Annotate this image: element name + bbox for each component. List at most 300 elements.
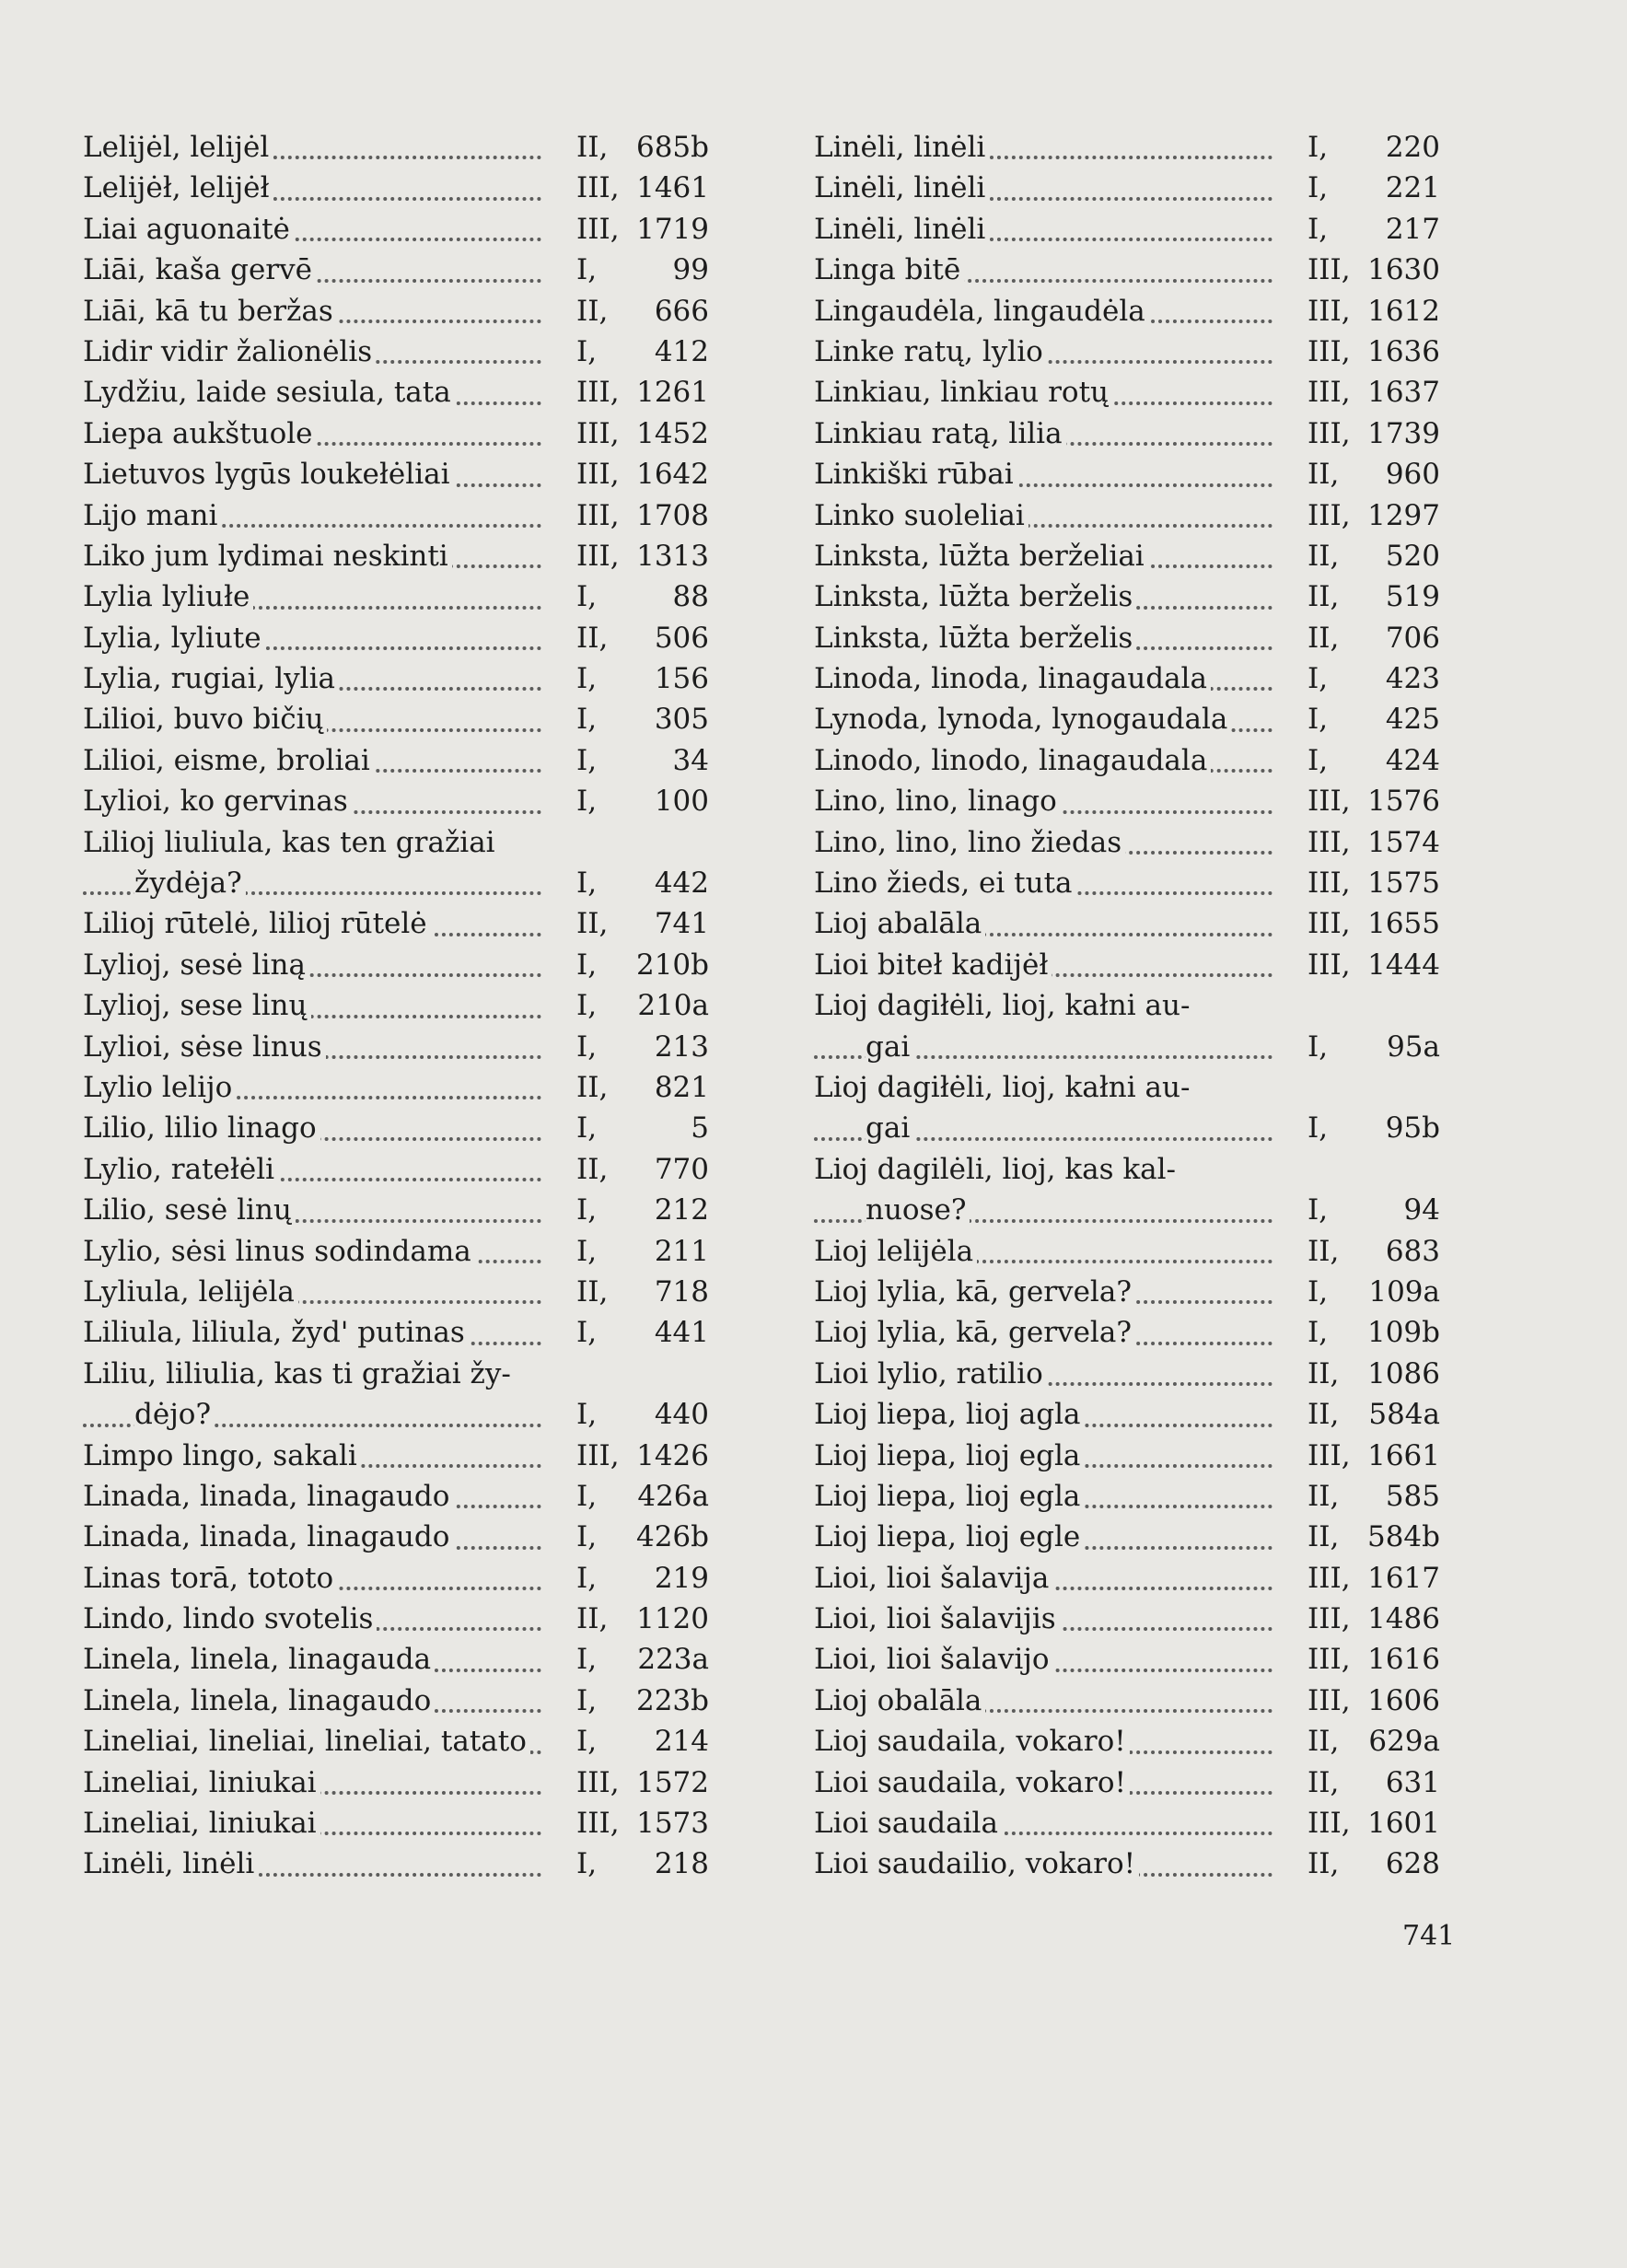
entry-line xyxy=(814,1312,1458,1353)
entry-line xyxy=(814,495,1458,536)
entry-number: 212 xyxy=(654,1193,709,1227)
entry-line xyxy=(814,1190,1458,1230)
index-entry xyxy=(83,1681,727,1721)
index-entry xyxy=(814,863,1458,903)
index-entry xyxy=(814,822,1458,863)
entry-line xyxy=(814,291,1458,331)
index-entry xyxy=(814,945,1458,985)
entry-volume: II, xyxy=(576,1274,609,1308)
index-entry xyxy=(83,168,727,208)
entry-line xyxy=(83,699,727,739)
entry-number: 683 xyxy=(1385,1234,1440,1268)
entry-number: 1616 xyxy=(1367,1643,1440,1677)
entry-line xyxy=(83,740,727,781)
entry-title: Lietuvos lygūs loukełėliai xyxy=(83,458,454,491)
entry-volume: I, xyxy=(1307,743,1329,777)
entry-volume: I, xyxy=(1307,1029,1329,1064)
entry-title: Liai aguonaitė xyxy=(83,213,294,246)
entry-number: 960 xyxy=(1385,458,1440,492)
index-entry xyxy=(814,1681,1458,1721)
entry-volume: I, xyxy=(576,334,598,368)
entry-line xyxy=(814,1681,1458,1721)
entry-line xyxy=(814,168,1458,208)
entry-number: 220 xyxy=(1385,131,1440,164)
index-entry xyxy=(83,454,727,494)
entry-title: Linėli, linėli xyxy=(814,171,989,204)
index-entry xyxy=(83,822,727,904)
entry-line xyxy=(83,1843,727,1884)
index-entry xyxy=(83,1517,727,1557)
entry-title: Lylioj, sesė liną xyxy=(83,948,309,982)
index-entry xyxy=(814,127,1458,168)
entry-title: Linada, linada, linagaudo xyxy=(83,1480,453,1513)
entry-title: Linksta, lūžta berželis xyxy=(814,580,1136,613)
entry-volume: II, xyxy=(576,907,609,941)
index-entry xyxy=(83,291,727,331)
entry-title: Lioj dagiłėli, lioj, kałni au- xyxy=(814,989,1193,1022)
entry-line xyxy=(83,1558,727,1599)
entry-volume: I, xyxy=(576,866,598,901)
entry-title: Linela, linela, linagaudo xyxy=(83,1684,435,1717)
index-entry xyxy=(83,1312,727,1353)
entry-volume: III, xyxy=(1307,1683,1351,1717)
entry-number: 1575 xyxy=(1367,866,1440,901)
entry-line xyxy=(83,1108,727,1148)
entry-title: Linėli, linėli xyxy=(83,1847,258,1880)
index-entry xyxy=(83,699,727,739)
entry-title: Lilioi, eisme, broliai xyxy=(83,744,374,777)
entry-line xyxy=(83,1681,727,1721)
entry-title: Lidir vidir žalionėlis xyxy=(83,335,376,368)
index-entry xyxy=(83,1762,727,1803)
index-entry xyxy=(83,945,727,985)
entry-line xyxy=(83,822,727,863)
entry-line xyxy=(83,1476,727,1517)
index-entry xyxy=(83,1803,727,1843)
entry-line xyxy=(814,1803,1458,1843)
entry-number: 1261 xyxy=(636,376,709,410)
entry-line xyxy=(814,1231,1458,1272)
entry-line xyxy=(814,903,1458,944)
entry-title: Liepa aukštuole xyxy=(83,417,317,450)
entry-line xyxy=(83,945,727,985)
entry-line xyxy=(83,576,727,617)
entry-line xyxy=(814,127,1458,168)
index-column-left xyxy=(83,127,727,1885)
index-entry xyxy=(814,291,1458,331)
entry-volume: I, xyxy=(576,948,598,982)
entry-number: 1086 xyxy=(1367,1356,1440,1390)
entry-title: Linkiški rūbai xyxy=(814,458,1017,491)
entry-number: 223a xyxy=(637,1643,709,1677)
entry-volume: III, xyxy=(576,458,620,492)
entry-line xyxy=(814,699,1458,739)
entry-line xyxy=(814,1108,1458,1148)
entry-line xyxy=(814,618,1458,658)
entry-volume: I, xyxy=(576,1316,598,1350)
entry-title: Lelijėł, lelijėł xyxy=(83,171,273,204)
entry-volume: II, xyxy=(1307,1479,1340,1513)
entry-number: 1452 xyxy=(636,416,709,450)
entry-line xyxy=(814,658,1458,699)
entry-volume: I, xyxy=(576,1725,598,1759)
entry-title: Lydžiu, laide sesiula, tata xyxy=(83,376,455,409)
entry-title: Lioi, lioi šalavijo xyxy=(814,1643,1053,1676)
entry-title: Lioi, lioi šalavija xyxy=(814,1562,1052,1595)
entry-title: Linke ratų, lylio xyxy=(814,335,1047,368)
entry-title: dėjo? xyxy=(134,1398,215,1431)
index-entry xyxy=(814,1436,1458,1476)
entry-title: žydėja? xyxy=(134,866,246,900)
index-entry xyxy=(814,1394,1458,1435)
entry-title: Lynoda, lynoda, lynogaudala xyxy=(814,703,1231,736)
entry-volume: II, xyxy=(1307,1765,1340,1799)
entry-number: 210a xyxy=(637,989,709,1023)
index-entry xyxy=(814,576,1458,617)
entry-volume: III, xyxy=(576,171,620,205)
entry-line xyxy=(814,331,1458,372)
index-entry xyxy=(83,658,727,699)
index-entry xyxy=(83,1272,727,1312)
entry-line xyxy=(83,250,727,290)
entry-number: 425 xyxy=(1385,703,1440,737)
entry-volume: I, xyxy=(576,1111,598,1146)
entry-title: Linksta, lūžta berželis xyxy=(814,622,1136,655)
index-entry xyxy=(814,740,1458,781)
entry-volume: II, xyxy=(1307,1234,1340,1268)
entry-line xyxy=(83,658,727,699)
entry-title: Lioi lylio, ratilio xyxy=(814,1357,1047,1390)
index-entry xyxy=(83,985,727,1026)
entry-line xyxy=(83,1436,727,1476)
index-entry xyxy=(814,1558,1458,1599)
entry-number: 95a xyxy=(1387,1029,1440,1064)
entry-number: 5 xyxy=(691,1111,709,1146)
entry-line xyxy=(814,985,1458,1026)
entry-title: Linela, linela, linagauda xyxy=(83,1643,435,1676)
entry-line xyxy=(814,1476,1458,1517)
entry-title: Lilioj liuliula, kas ten gražiai xyxy=(83,826,499,859)
entry-line xyxy=(814,1639,1458,1680)
index-entry xyxy=(83,413,727,454)
entry-line xyxy=(83,1599,727,1639)
entry-line xyxy=(83,1272,727,1312)
entry-volume: I, xyxy=(1307,703,1329,737)
entry-number: 219 xyxy=(654,1561,709,1595)
entry-line xyxy=(83,1762,727,1803)
entry-line xyxy=(83,127,727,168)
entry-volume: III, xyxy=(1307,825,1351,859)
index-entry xyxy=(814,618,1458,658)
entry-line xyxy=(814,1721,1458,1762)
entry-title: Liko jum lydimai neskinti xyxy=(83,540,452,573)
entry-line xyxy=(83,1067,727,1108)
entry-title: Lineliai, liniukai xyxy=(83,1807,320,1840)
entry-line xyxy=(814,454,1458,494)
entry-title: Lioj dagilėli, lioj, kas kal- xyxy=(814,1153,1180,1186)
entry-title: Liliula, liliula, žyd' putinas xyxy=(83,1316,469,1349)
index-entry xyxy=(814,658,1458,699)
entry-title: nuose? xyxy=(866,1193,970,1227)
entry-number: 718 xyxy=(654,1274,709,1308)
entry-number: 631 xyxy=(1385,1765,1440,1799)
entry-volume: II, xyxy=(576,1152,609,1186)
entry-line xyxy=(814,945,1458,985)
entry-number: 213 xyxy=(654,1029,709,1064)
index-entry xyxy=(83,1108,727,1148)
index-entry xyxy=(814,1639,1458,1680)
index-entry xyxy=(814,1354,1458,1394)
entry-number: 424 xyxy=(1385,743,1440,777)
entry-line xyxy=(814,822,1458,863)
page-number: 741 xyxy=(1402,1920,1456,1952)
index-entry xyxy=(814,1149,1458,1231)
entry-line xyxy=(83,1231,727,1272)
index-entry xyxy=(83,127,727,168)
entry-number: 1426 xyxy=(636,1438,709,1472)
index-entry xyxy=(814,903,1458,944)
entry-line xyxy=(83,985,727,1026)
entry-line xyxy=(814,1843,1458,1884)
entry-volume: I, xyxy=(1307,1316,1329,1350)
entry-line xyxy=(814,1027,1458,1067)
entry-line xyxy=(83,454,727,494)
entry-title: Linėli, linėli xyxy=(814,213,989,246)
index-entry xyxy=(83,1231,727,1272)
index-entry xyxy=(814,413,1458,454)
entry-number: 1573 xyxy=(636,1807,709,1841)
index-entry xyxy=(814,1762,1458,1803)
entry-title: Lilio, sesė linų xyxy=(83,1193,296,1227)
entry-title: Lioi biteł kadijėł xyxy=(814,948,1052,982)
entry-number: 1461 xyxy=(636,171,709,205)
entry-number: 1661 xyxy=(1367,1438,1440,1472)
entry-line xyxy=(814,250,1458,290)
entry-number: 1636 xyxy=(1367,334,1440,368)
entry-volume: III, xyxy=(576,1438,620,1472)
entry-title: Liliu, liliulia, kas ti gražiai žy- xyxy=(83,1357,515,1390)
entry-line xyxy=(83,372,727,413)
entry-line xyxy=(83,1639,727,1680)
entry-title: Linksta, lūžta berželiai xyxy=(814,540,1148,573)
entry-volume: II, xyxy=(1307,1398,1340,1432)
entry-title: Lylio, sėsi linus sodindama xyxy=(83,1235,475,1268)
entry-volume: II, xyxy=(576,1070,609,1104)
entry-number: 1606 xyxy=(1367,1683,1440,1717)
entry-volume: II, xyxy=(1307,1847,1340,1881)
entry-title: Liāi, kaša gervē xyxy=(83,253,316,286)
entry-number: 210b xyxy=(635,948,709,982)
entry-number: 1120 xyxy=(636,1602,709,1636)
index-entry xyxy=(83,372,727,413)
entry-title: Linada, linada, linagaudo xyxy=(83,1520,453,1553)
entry-number: 156 xyxy=(654,662,709,696)
index-entry xyxy=(83,1558,727,1599)
entry-line xyxy=(814,1599,1458,1639)
entry-title: Lylia lyliułe xyxy=(83,580,253,613)
entry-volume: II, xyxy=(576,1602,609,1636)
entry-volume: I, xyxy=(576,1193,598,1227)
entry-number: 1297 xyxy=(1367,498,1440,532)
entry-volume: I, xyxy=(576,1847,598,1881)
entry-volume: II, xyxy=(576,621,609,655)
entry-volume: III, xyxy=(1307,907,1351,941)
entry-title: Lino, lino, lino žiedas xyxy=(814,826,1125,859)
entry-line xyxy=(83,618,727,658)
entry-title: Lilioi, buvo bičių xyxy=(83,703,327,736)
entry-volume: I, xyxy=(1307,171,1329,205)
entry-number: 214 xyxy=(654,1725,709,1759)
entry-volume: III, xyxy=(576,498,620,532)
entry-title: Lineliai, liniukai xyxy=(83,1766,320,1799)
entry-volume: I, xyxy=(576,743,598,777)
index-entry xyxy=(83,618,727,658)
entry-title: Lineliai, lineliai, lineliai, tatato xyxy=(83,1725,530,1758)
entry-number: 426b xyxy=(635,1520,709,1554)
entry-volume: I, xyxy=(1307,212,1329,246)
entry-line xyxy=(814,781,1458,821)
entry-number: 666 xyxy=(654,294,709,328)
entry-volume: II, xyxy=(1307,1356,1340,1390)
entry-volume: I, xyxy=(1307,1111,1329,1146)
entry-line xyxy=(814,740,1458,781)
entry-number: 1574 xyxy=(1367,825,1440,859)
entry-volume: III, xyxy=(1307,1561,1351,1595)
entry-title: Linėli, linėli xyxy=(814,131,989,164)
entry-volume: I, xyxy=(576,785,598,819)
entry-line xyxy=(814,1517,1458,1557)
entry-line xyxy=(83,1721,727,1762)
index-entry xyxy=(814,699,1458,739)
entry-title: Linkiau ratą, lilia xyxy=(814,417,1066,450)
entry-line xyxy=(814,1558,1458,1599)
entry-line xyxy=(83,495,727,536)
entry-line xyxy=(83,781,727,821)
entry-volume: I, xyxy=(1307,131,1329,164)
entry-number: 685b xyxy=(635,131,709,164)
entry-number: 442 xyxy=(654,866,709,901)
index-entry xyxy=(814,454,1458,494)
entry-title: Lino, lino, linago xyxy=(814,785,1061,818)
index-entry xyxy=(814,985,1458,1067)
entry-volume: II, xyxy=(1307,580,1340,614)
index-entry xyxy=(814,1476,1458,1517)
entry-number: 221 xyxy=(1385,171,1440,205)
entry-number: 1630 xyxy=(1367,253,1440,287)
entry-volume: I, xyxy=(576,1643,598,1677)
index-entry xyxy=(83,331,727,372)
entry-volume: III, xyxy=(576,1807,620,1841)
index-entry xyxy=(814,331,1458,372)
entry-number: 109b xyxy=(1366,1316,1440,1350)
entry-number: 95b xyxy=(1385,1111,1440,1146)
entry-volume: II, xyxy=(576,294,609,328)
index-entry xyxy=(83,1149,727,1190)
entry-number: 821 xyxy=(654,1070,709,1104)
index-entry xyxy=(83,1027,727,1067)
entry-volume: III, xyxy=(1307,1643,1351,1677)
entry-number: 584b xyxy=(1366,1520,1440,1554)
entry-title: Lindo, lindo svotelis xyxy=(83,1602,377,1635)
entry-line xyxy=(83,1027,727,1067)
entry-line xyxy=(814,209,1458,250)
entry-line xyxy=(814,1272,1458,1312)
index-entry xyxy=(83,740,727,781)
entry-title: Lioj obalāla xyxy=(814,1684,985,1717)
entry-title: Lioi saudailio, vokaro! xyxy=(814,1847,1139,1880)
entry-volume: III, xyxy=(1307,1807,1351,1841)
index-entry xyxy=(814,1231,1458,1272)
entry-volume: I, xyxy=(576,1520,598,1554)
index-entry xyxy=(814,372,1458,413)
entry-line xyxy=(814,1067,1458,1108)
entry-title: gai xyxy=(866,1111,913,1145)
index-entry xyxy=(814,781,1458,821)
index-entry xyxy=(83,495,727,536)
index-entry xyxy=(814,209,1458,250)
entry-title: Lioj liepa, lioj egle xyxy=(814,1520,1084,1553)
entry-number: 706 xyxy=(1385,621,1440,655)
entry-number: 109a xyxy=(1368,1274,1440,1308)
entry-volume: III, xyxy=(1307,334,1351,368)
entry-number: 426a xyxy=(637,1479,709,1513)
entry-volume: I, xyxy=(576,1479,598,1513)
index-entry xyxy=(814,250,1458,290)
entry-number: 1576 xyxy=(1367,785,1440,819)
entry-line xyxy=(814,1149,1458,1190)
index-entry xyxy=(83,1190,727,1230)
entry-volume: I, xyxy=(576,703,598,737)
entry-title: Lioj lelijėla xyxy=(814,1235,977,1268)
index-entry xyxy=(814,1599,1458,1639)
index-entry xyxy=(83,576,727,617)
entry-volume: I, xyxy=(1307,662,1329,696)
index-entry xyxy=(814,536,1458,576)
entry-title: Lylio lelijo xyxy=(83,1071,236,1104)
entry-number: 1313 xyxy=(636,539,709,573)
entry-title: Lioj abalāla xyxy=(814,907,985,940)
entry-volume: III, xyxy=(576,376,620,410)
entry-number: 1486 xyxy=(1367,1602,1440,1636)
entry-line xyxy=(83,1517,727,1557)
index-entry xyxy=(83,209,727,250)
entry-line xyxy=(814,413,1458,454)
entry-volume: I, xyxy=(1307,1274,1329,1308)
index-entry xyxy=(83,1436,727,1476)
entry-title: Linga bitē xyxy=(814,253,964,286)
entry-volume: II, xyxy=(1307,458,1340,492)
entry-line xyxy=(83,413,727,454)
index-entry xyxy=(83,536,727,576)
index-entry xyxy=(83,1599,727,1639)
entry-number: 1719 xyxy=(636,212,709,246)
entry-number: 217 xyxy=(1385,212,1440,246)
entry-number: 440 xyxy=(654,1398,709,1432)
entry-volume: I, xyxy=(576,253,598,287)
entry-number: 629a xyxy=(1368,1725,1440,1759)
entry-number: 1612 xyxy=(1367,294,1440,328)
entry-line xyxy=(814,536,1458,576)
entry-title: Lijo mani xyxy=(83,499,221,532)
entry-volume: III, xyxy=(1307,416,1351,450)
entry-title: Lioi saudaila xyxy=(814,1807,1002,1840)
entry-title: Lioj liepa, lioj egla xyxy=(814,1480,1084,1513)
index-entry xyxy=(814,168,1458,208)
entry-number: 628 xyxy=(1385,1847,1440,1881)
entry-number: 1617 xyxy=(1367,1561,1440,1595)
entry-volume: III, xyxy=(576,1765,620,1799)
entry-number: 1708 xyxy=(636,498,709,532)
